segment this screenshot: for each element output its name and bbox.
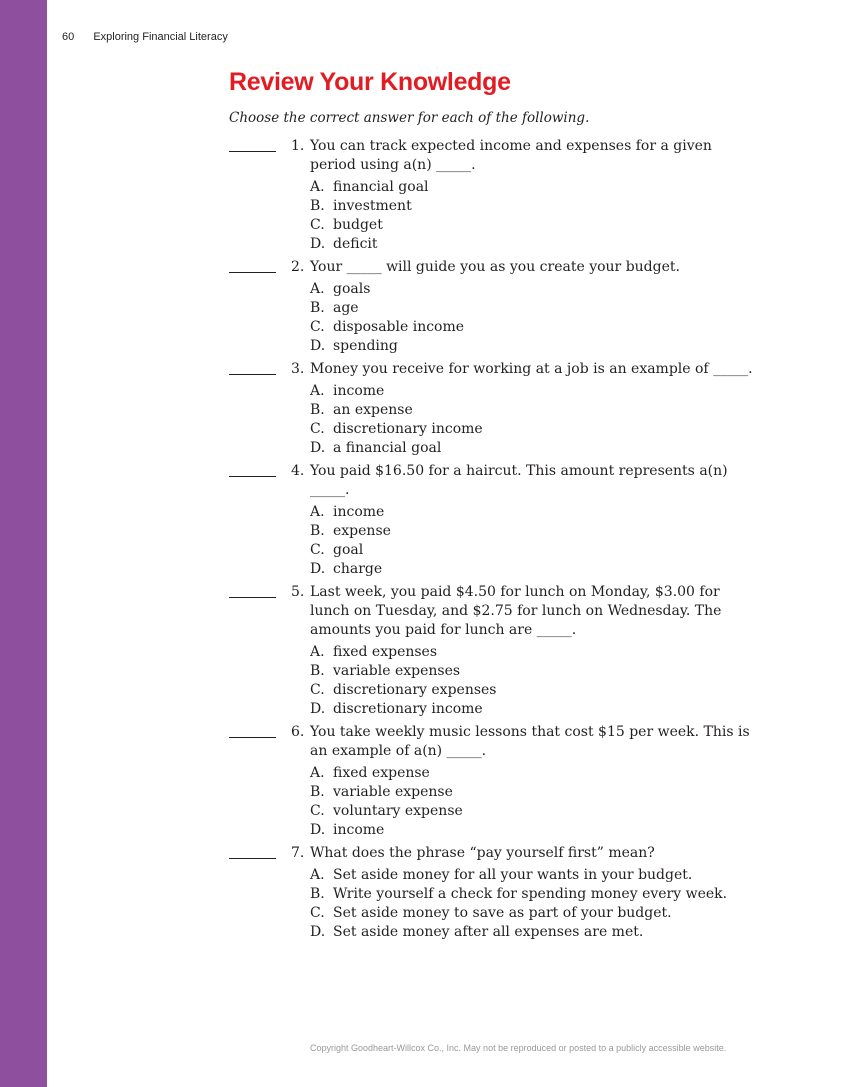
- question-text: You paid $16.50 for a haircut. This amount represents a(n) _____.: [310, 463, 728, 498]
- question-list: [229, 137, 769, 946]
- answer-option: [310, 280, 769, 299]
- answer-option: [310, 299, 769, 318]
- question-text: You take weekly music lessons that cost $15 per week. This is an example of a(n) _____.: [310, 724, 750, 759]
- answer-option: [310, 904, 769, 923]
- answer-option: [310, 821, 769, 840]
- answer-option: [310, 197, 769, 216]
- question-number: 3.: [291, 361, 305, 377]
- copyright-footer: Copyright Goodheart-Willcox Co., Inc. May not be reproduced or posted to a publicly accessible website.: [310, 1043, 727, 1053]
- option-text: goal: [333, 542, 364, 558]
- option-text: charge: [333, 561, 383, 577]
- answer-option: [310, 700, 769, 719]
- option-letter: A.: [310, 867, 325, 883]
- answer-blank[interactable]: [229, 360, 276, 375]
- question-number: 2.: [291, 259, 305, 275]
- option-text: investment: [333, 198, 412, 214]
- question-item: [229, 583, 769, 719]
- option-letter: B.: [310, 402, 325, 418]
- option-letter: C.: [310, 319, 325, 335]
- answer-blank[interactable]: [229, 723, 276, 738]
- option-letter: D.: [310, 822, 326, 838]
- option-list: [310, 503, 769, 579]
- answer-option: [310, 802, 769, 821]
- option-text: voluntary expense: [333, 803, 463, 819]
- answer-option: [310, 503, 769, 522]
- page-number: 60: [62, 31, 75, 43]
- question-text: What does the phrase “pay yourself first” mean?: [310, 845, 655, 861]
- answer-option: [310, 764, 769, 783]
- option-text: a financial goal: [333, 440, 442, 456]
- option-letter: A.: [310, 383, 325, 399]
- option-letter: B.: [310, 198, 325, 214]
- question-item: [229, 258, 769, 356]
- answer-option: [310, 382, 769, 401]
- option-text: budget: [333, 217, 383, 233]
- question-number: 6.: [291, 724, 305, 740]
- option-text: age: [333, 300, 359, 316]
- option-text: income: [333, 383, 385, 399]
- option-text: fixed expenses: [333, 644, 438, 660]
- section-title: Review Your Knowledge: [229, 68, 511, 96]
- option-text: an expense: [333, 402, 413, 418]
- option-letter: A.: [310, 179, 325, 195]
- option-letter: A.: [310, 504, 325, 520]
- option-text: income: [333, 504, 385, 520]
- answer-option: [310, 643, 769, 662]
- option-text: financial goal: [333, 179, 429, 195]
- option-letter: D.: [310, 701, 326, 717]
- option-text: discretionary income: [333, 421, 483, 437]
- option-list: [310, 866, 769, 942]
- question-number: 4.: [291, 463, 305, 479]
- question-item: [229, 360, 769, 458]
- side-color-bar: [0, 0, 47, 1087]
- option-letter: D.: [310, 236, 326, 252]
- answer-option: [310, 318, 769, 337]
- option-letter: A.: [310, 765, 325, 781]
- option-letter: B.: [310, 886, 325, 902]
- answer-option: [310, 178, 769, 197]
- option-letter: D.: [310, 561, 326, 577]
- option-letter: A.: [310, 281, 325, 297]
- option-list: [310, 764, 769, 840]
- question-item: [229, 462, 769, 579]
- answer-blank[interactable]: [229, 844, 276, 859]
- option-text: goals: [333, 281, 371, 297]
- option-text: variable expenses: [333, 663, 461, 679]
- answer-option: [310, 235, 769, 254]
- instructions: Choose the correct answer for each of the following.: [229, 110, 590, 126]
- answer-blank[interactable]: [229, 462, 276, 477]
- answer-option: [310, 541, 769, 560]
- option-text: income: [333, 822, 385, 838]
- book-title: Exploring Financial Literacy: [93, 31, 228, 43]
- answer-option: [310, 681, 769, 700]
- question-number: 1.: [291, 138, 305, 154]
- answer-option: [310, 420, 769, 439]
- question-number: 7.: [291, 845, 305, 861]
- answer-option: [310, 216, 769, 235]
- option-letter: C.: [310, 217, 325, 233]
- answer-option: [310, 783, 769, 802]
- option-letter: D.: [310, 924, 326, 940]
- running-header: [62, 31, 228, 43]
- answer-option: [310, 337, 769, 356]
- answer-option: [310, 662, 769, 681]
- question-text: Money you receive for working at a job is an example of _____.: [310, 361, 753, 377]
- question-item: [229, 137, 769, 254]
- option-text: Set aside money to save as part of your budget.: [333, 905, 672, 921]
- option-text: disposable income: [333, 319, 465, 335]
- option-letter: C.: [310, 682, 325, 698]
- answer-option: [310, 439, 769, 458]
- option-letter: A.: [310, 644, 325, 660]
- option-letter: C.: [310, 803, 325, 819]
- option-text: spending: [333, 338, 398, 354]
- option-list: [310, 643, 769, 719]
- question-text: You can track expected income and expenses for a given period using a(n) _____.: [310, 138, 712, 173]
- option-text: Set aside money after all expenses are met.: [333, 924, 644, 940]
- answer-option: [310, 522, 769, 541]
- option-letter: C.: [310, 905, 325, 921]
- option-letter: C.: [310, 542, 325, 558]
- option-text: fixed expense: [333, 765, 430, 781]
- option-text: discretionary income: [333, 701, 483, 717]
- option-letter: B.: [310, 523, 325, 539]
- option-letter: C.: [310, 421, 325, 437]
- option-text: Write yourself a check for spending money every week.: [333, 886, 728, 902]
- option-list: [310, 280, 769, 356]
- answer-option: [310, 885, 769, 904]
- option-letter: B.: [310, 300, 325, 316]
- answer-blank[interactable]: [229, 258, 276, 273]
- option-text: variable expense: [333, 784, 453, 800]
- answer-option: [310, 923, 769, 942]
- question-number: 5.: [291, 584, 305, 600]
- answer-blank[interactable]: [229, 583, 276, 598]
- option-text: deficit: [333, 236, 378, 252]
- question-text: Last week, you paid $4.50 for lunch on Monday, $3.00 for lunch on Tuesday, and $2.75 for lunch on Wednesday. The amounts you paid for lunch are _____.: [310, 584, 722, 638]
- option-text: Set aside money for all your wants in your budget.: [333, 867, 693, 883]
- option-letter: D.: [310, 338, 326, 354]
- option-text: expense: [333, 523, 391, 539]
- answer-option: [310, 866, 769, 885]
- question-text: Your _____ will guide you as you create your budget.: [310, 259, 680, 275]
- option-list: [310, 178, 769, 254]
- option-list: [310, 382, 769, 458]
- question-item: [229, 844, 769, 942]
- option-letter: B.: [310, 663, 325, 679]
- answer-option: [310, 401, 769, 420]
- option-letter: D.: [310, 440, 326, 456]
- question-item: [229, 723, 769, 840]
- option-letter: B.: [310, 784, 325, 800]
- option-text: discretionary expenses: [333, 682, 497, 698]
- answer-blank[interactable]: [229, 137, 276, 152]
- answer-option: [310, 560, 769, 579]
